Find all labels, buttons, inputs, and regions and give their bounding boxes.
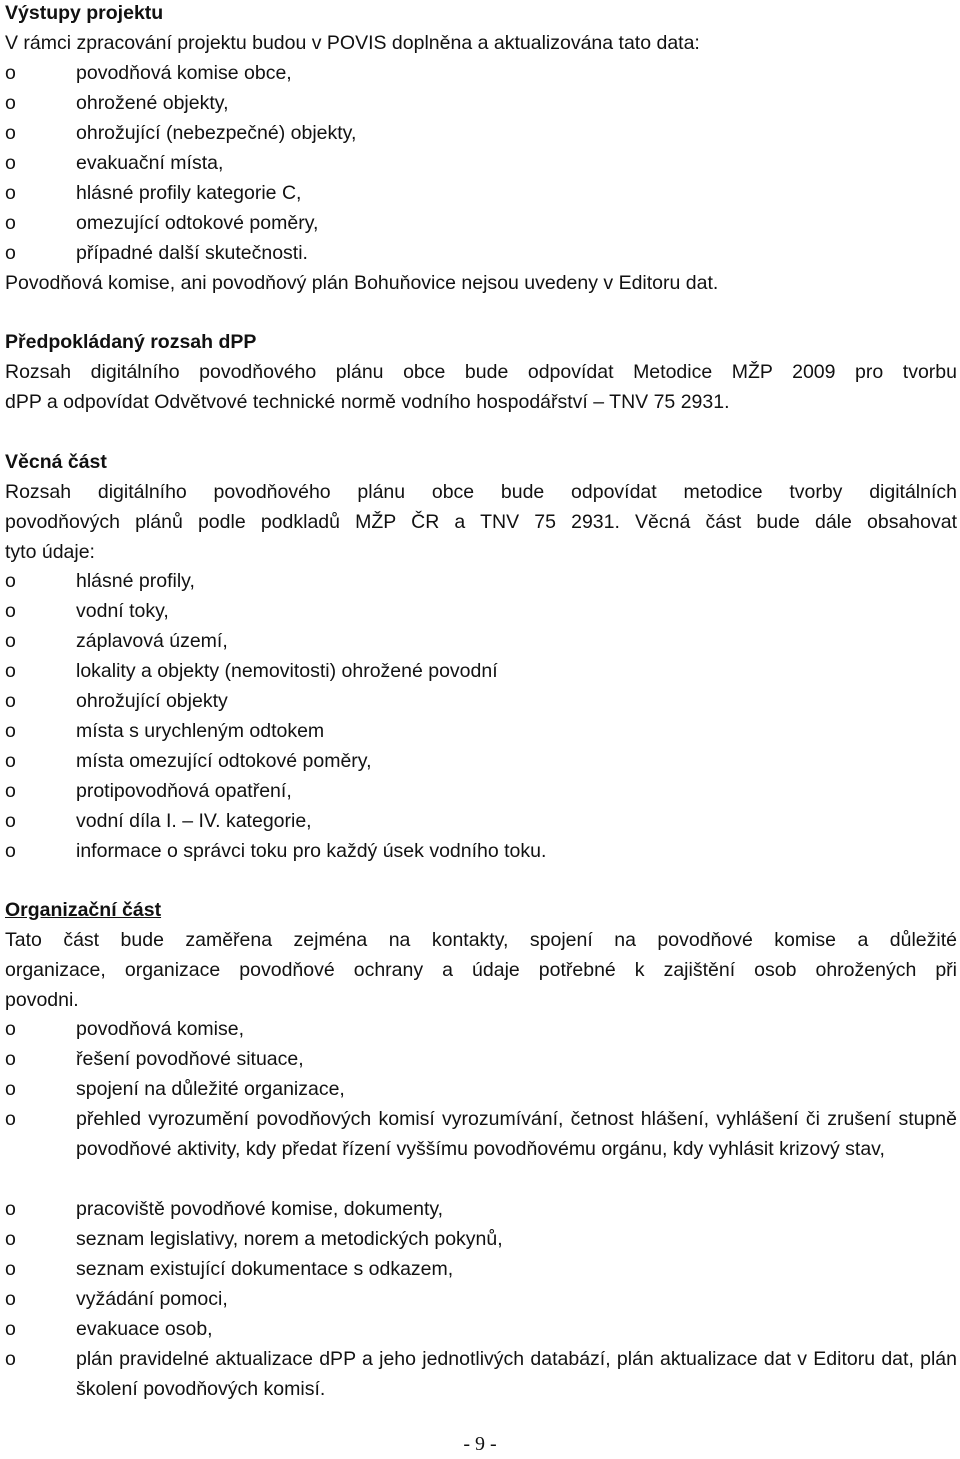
section-heading-factual-part: Věcná část bbox=[5, 451, 107, 473]
factual-paragraph-line: tyto údaje: bbox=[5, 541, 95, 563]
organizational-paragraph-line: povodni. bbox=[5, 989, 79, 1011]
section-heading-outputs: Výstupy projektu bbox=[5, 2, 164, 24]
organizational-paragraph-line: Tato část bude zaměřena zejména na kontakty, spojení na povodňové komise a důležité bbox=[5, 929, 957, 951]
factual-paragraph-line: povodňových plánů podle podkladů MŽP ČR a TNV 75 2931. Věcná část bude dále obsahovat bbox=[5, 511, 957, 533]
section-heading-scope: Předpokládaný rozsah dPP bbox=[5, 331, 257, 353]
scope-paragraph-line: Rozsah digitálního povodňového plánu obce bude odpovídat Metodice MŽP 2009 pro tvorbu bbox=[5, 361, 957, 383]
outputs-note: Povodňová komise, ani povodňový plán Bohuňovice nejsou uvedeny v Editoru dat. bbox=[5, 272, 719, 294]
organizational-paragraph-line: organizace, organizace povodňové ochrany a údaje potřebné k zajištění osob ohrožených při bbox=[5, 959, 957, 981]
section-heading-organizational-part: Organizační část bbox=[5, 899, 162, 921]
scope-paragraph-line: dPP a odpovídat Odvětvové technické normě vodního hospodářství – TNV 75 2931. bbox=[5, 391, 730, 413]
page-number: - 9 - bbox=[463, 1433, 497, 1455]
factual-paragraph-line: Rozsah digitálního povodňového plánu obce bude odpovídat metodice tvorby digitálních bbox=[5, 481, 957, 503]
outputs-intro: V rámci zpracování projektu budou v POVIS doplněna a aktualizována tato data: bbox=[5, 32, 700, 54]
